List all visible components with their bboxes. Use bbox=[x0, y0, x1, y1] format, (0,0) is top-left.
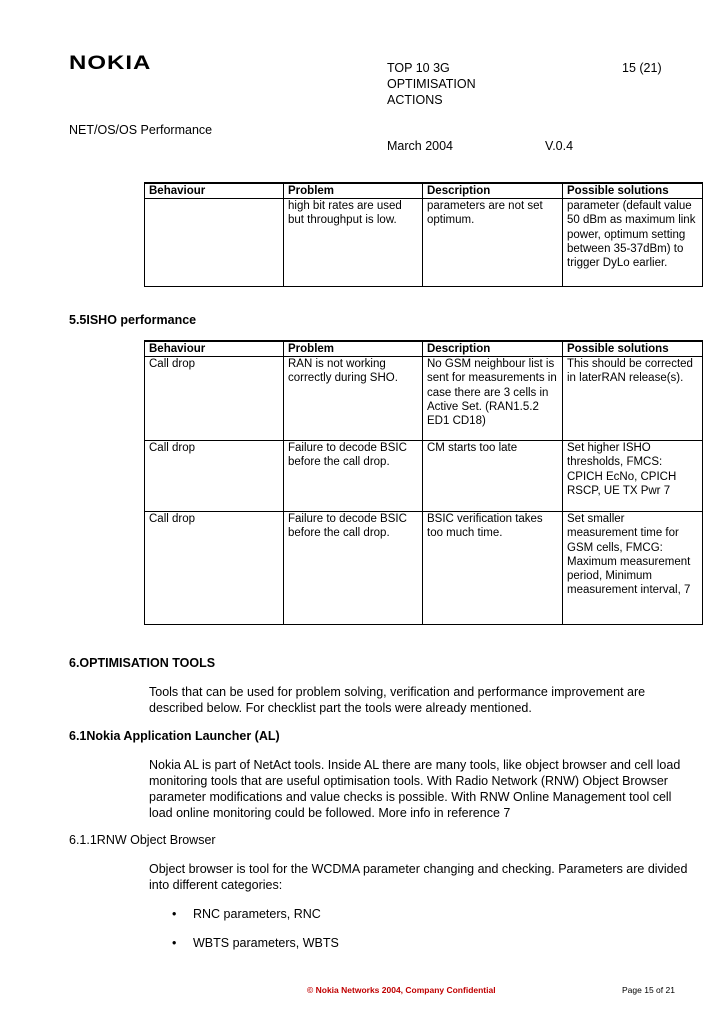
column-header: Possible solutions bbox=[563, 183, 703, 199]
column-header: Problem bbox=[284, 183, 423, 199]
table-cell: Call drop bbox=[145, 357, 284, 441]
document-title: TOP 10 3G OPTIMISATION ACTIONS bbox=[387, 61, 476, 107]
table-row bbox=[145, 512, 703, 625]
document-date: March 2004 bbox=[387, 139, 454, 153]
table-cell: parameter (default value 50 dBm as maximum link power, optimum setting between 35-37dBm) to trigger DyLo earlier. bbox=[563, 199, 703, 287]
section-heading-6-1: 6.1Nokia Application Launcher (AL) bbox=[69, 729, 280, 743]
column-header: Description bbox=[423, 341, 563, 357]
table-cell: Set higher ISHO thresholds, FMCS: CPICH EcNo, CPICH RSCP, UE TX Pwr 7 bbox=[563, 441, 703, 512]
behaviour-table-continued bbox=[144, 182, 703, 287]
bullet-icon: • bbox=[172, 936, 177, 950]
table-cell: Set smaller measurement time for GSM cells, FMCG: Maximum measurement period, Minimum measurement interval, 7 bbox=[563, 512, 703, 625]
footer-copyright: © Nokia Networks 2004, Company Confidential bbox=[307, 985, 496, 995]
bullet-icon: • bbox=[172, 907, 177, 921]
column-header: Behaviour bbox=[145, 341, 284, 357]
column-header: Behaviour bbox=[145, 183, 284, 199]
table-cell: Call drop bbox=[145, 512, 284, 625]
isho-performance-table bbox=[144, 340, 703, 625]
table-cell: Call drop bbox=[145, 441, 284, 512]
table-cell: This should be corrected in laterRAN release(s). bbox=[563, 357, 703, 441]
table-cell: Failure to decode BSIC before the call drop. bbox=[284, 441, 423, 512]
table-cell: high bit rates are used but throughput is low. bbox=[284, 199, 423, 287]
column-header: Description bbox=[423, 183, 563, 199]
column-header: Possible solutions bbox=[563, 341, 703, 357]
table-cell: parameters are not set optimum. bbox=[423, 199, 563, 287]
table-cell: CM starts too late bbox=[423, 441, 563, 512]
section-name: NET/OS/OS Performance bbox=[69, 123, 213, 137]
table-cell bbox=[145, 199, 284, 287]
list-item: WBTS parameters, WBTS bbox=[193, 936, 339, 950]
section-6-1-body: Nokia AL is part of NetAct tools. Inside AL there are many tools, like object browser and cell load monitoring tools that are useful optimisation tools. With Radio Network (RNW) Object Browser parameter modifications and value checks is possible. With RNW Online Management tool cell load online monitoring could be followed. More info in reference 7 bbox=[149, 758, 681, 820]
nokia-logo: NOKIA bbox=[69, 52, 152, 75]
header-page-number: 15 (21) bbox=[622, 61, 662, 75]
section-heading-6-1-1: 6.1.1RNW Object Browser bbox=[69, 833, 216, 847]
section-heading-6: 6.OPTIMISATION TOOLS bbox=[69, 656, 216, 670]
table-cell: Failure to decode BSIC before the call drop. bbox=[284, 512, 423, 625]
table-row bbox=[145, 357, 703, 441]
list-item: RNC parameters, RNC bbox=[193, 907, 321, 921]
column-header: Problem bbox=[284, 341, 423, 357]
document-version: V.0.4 bbox=[545, 139, 574, 153]
table-cell: No GSM neighbour list is sent for measurements in case there are 3 cells in Active Set. (RAN1.5.2 ED1 CD18) bbox=[423, 357, 563, 441]
section-heading-5-5: 5.5ISHO performance bbox=[69, 313, 197, 327]
section-6-body: Tools that can be used for problem solving, verification and performance improvement are described below. For checklist part the tools were already mentioned. bbox=[149, 685, 646, 715]
table-row bbox=[145, 199, 703, 287]
footer-page-number: Page 15 of 21 bbox=[622, 985, 675, 995]
table-cell: RAN is not working correctly during SHO. bbox=[284, 357, 423, 441]
table-row bbox=[145, 441, 703, 512]
table-cell: BSIC verification takes too much time. bbox=[423, 512, 563, 625]
section-6-1-1-body: Object browser is tool for the WCDMA parameter changing and checking. Parameters are divided into different categories: bbox=[149, 862, 688, 892]
